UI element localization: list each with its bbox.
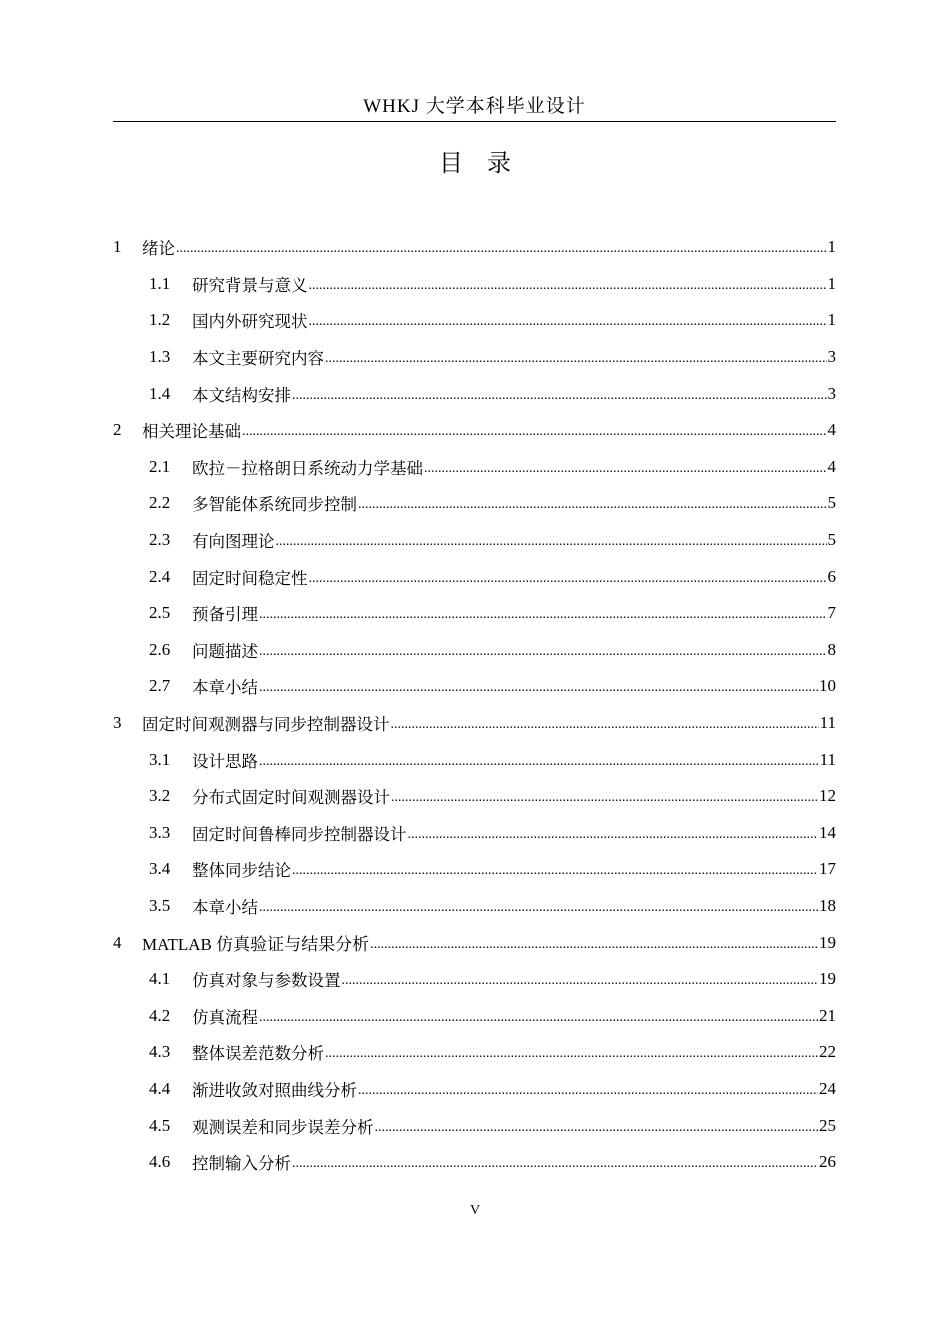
toc-dot-leader [259,754,819,770]
toc-entry-page: 3 [827,383,836,403]
toc-entry-page: 10 [819,676,836,696]
toc-dot-leader [259,680,818,696]
toc-entry-label: 设计思路 [192,751,258,771]
toc-dot-leader [309,571,827,587]
toc-entry-number: 1.3 [149,347,171,367]
toc-entry[interactable] [113,632,836,669]
toc-dot-leader [325,351,827,367]
toc-entry[interactable] [113,815,836,852]
toc-entry[interactable] [113,1144,836,1181]
toc-entry[interactable] [113,266,836,303]
toc-entry-label: 绪论 [142,239,175,259]
toc-entry-page: 4 [827,420,836,440]
toc-entry-page: 12 [819,786,836,806]
toc-entry-page: 24 [819,1078,836,1098]
toc-entry[interactable] [113,375,836,412]
toc-entry-page: 8 [827,639,836,659]
toc-dot-leader [292,388,827,404]
toc-entry-label: 本章小结 [192,678,258,698]
toc-entry-number: 4.6 [149,1152,171,1172]
toc-entry[interactable] [113,1034,836,1071]
toc-dot-leader [391,717,819,733]
toc-dot-leader [325,1046,818,1062]
toc-entry-number: 2.7 [149,676,171,696]
toc-entry-label: 固定时间鲁棒同步控制器设计 [192,824,407,844]
toc-dot-leader [292,863,818,879]
toc-entry[interactable] [113,485,836,522]
toc-entry-page: 19 [819,969,836,989]
toc-entry[interactable] [113,302,836,339]
toc-entry-number: 4.5 [149,1115,171,1135]
toc-entry-label: 研究背景与意义 [192,275,308,295]
toc-entry-number: 1.1 [149,273,171,293]
toc-entry-page: 11 [819,713,836,733]
toc-entry-number: 4.3 [149,1042,171,1062]
toc-dot-leader [342,973,819,989]
toc-entry[interactable] [113,778,836,815]
header-rule [113,121,836,122]
toc-entry[interactable] [113,522,836,559]
toc-entry-number: 2.3 [149,530,171,550]
toc-entry-label: 国内外研究现状 [192,312,308,332]
toc-entry[interactable] [113,997,836,1034]
toc-entry-label: 有向图理论 [192,532,275,552]
toc-entry-label: 本章小结 [192,897,258,917]
toc-entry-label: 仿真对象与参数设置 [192,971,341,991]
toc-entry[interactable] [113,851,836,888]
toc-entry-label: 观测误差和同步误差分析 [192,1117,374,1137]
toc-entry-number: 2.4 [149,566,171,586]
toc-entry-label: 渐进收敛对照曲线分析 [192,1080,357,1100]
toc-entry[interactable] [113,924,836,961]
toc-entry-label: 固定时间稳定性 [192,568,308,588]
toc-entry[interactable] [113,668,836,705]
toc-entry-page: 26 [819,1152,836,1172]
toc-entry-label: MATLAB 仿真验证与结果分析 [142,935,370,955]
toc-entry-number: 3 [113,713,122,733]
toc-dot-leader [276,534,827,550]
toc-entry-label: 多智能体系统同步控制 [192,495,357,515]
toc-entry-page: 5 [827,493,836,513]
toc-entry-page: 3 [827,347,836,367]
toc-entry-label: 相关理论基础 [142,422,241,442]
toc-entry-label: 整体误差范数分析 [192,1044,324,1064]
toc-dot-leader [242,424,827,440]
toc-entry-page: 7 [827,603,836,623]
toc-entry-page: 11 [819,749,836,769]
toc-dot-leader [358,1083,818,1099]
toc-dot-leader [176,241,827,257]
toc-entry-number: 4.2 [149,1005,171,1025]
toc-entry[interactable] [113,449,836,486]
toc-entry[interactable] [113,558,836,595]
toc-entry-label: 整体同步结论 [192,861,291,881]
toc-entry-number: 3.3 [149,822,171,842]
toc-entry-label: 仿真流程 [192,1007,258,1027]
toc-dot-leader [424,461,827,477]
toc-dot-leader [370,937,818,953]
toc-entry-number: 1.2 [149,310,171,330]
toc-entry-number: 4.1 [149,969,171,989]
toc-entry[interactable] [113,595,836,632]
toc-entry[interactable] [113,1071,836,1108]
toc-entry[interactable] [113,961,836,998]
toc-entry[interactable] [113,888,836,925]
toc-dot-leader [309,278,827,294]
toc-entry-number: 1 [113,237,122,257]
toc-entry-number: 2.6 [149,639,171,659]
toc-dot-leader [259,900,818,916]
toc-entry-label: 固定时间观测器与同步控制器设计 [142,715,390,735]
toc-entry-page: 17 [819,859,836,879]
toc-entry-page: 4 [827,456,836,476]
toc-entry-label: 问题描述 [192,641,258,661]
toc-entry-label: 分布式固定时间观测器设计 [192,788,390,808]
page-number: V [469,1203,481,1218]
toc-entry[interactable] [113,705,836,742]
toc-entry-label: 预备引理 [192,605,258,625]
toc-entry-page: 5 [827,530,836,550]
toc-entry-number: 1.4 [149,383,171,403]
toc-entry-number: 4.4 [149,1078,171,1098]
toc-dot-leader [259,1010,818,1026]
toc-entry-number: 2.1 [149,456,171,476]
toc-dot-leader [259,644,827,660]
toc-entry-page: 14 [819,822,836,842]
toc-dot-leader [408,827,819,843]
toc-entry[interactable] [113,412,836,449]
toc-entry-number: 2 [113,420,122,440]
toc-dot-leader [391,790,818,806]
toc-entry-label: 欧拉－拉格朗日系统动力学基础 [192,458,423,478]
toc-entry[interactable] [113,339,836,376]
toc-entry-label: 控制输入分析 [192,1154,291,1174]
toc-entry-number: 3.5 [149,895,171,915]
toc-entry-number: 4 [113,932,122,952]
toc-entry-number: 2.2 [149,493,171,513]
page-header: WHKJ 大学本科毕业设计 [363,96,586,117]
toc-entry-number: 3.2 [149,786,171,806]
toc-title: 目 录 [439,149,511,177]
toc-entry-page: 1 [827,273,836,293]
toc-entry-page: 1 [827,237,836,257]
toc-dot-leader [292,1156,818,1172]
toc-entry-number: 2.5 [149,603,171,623]
table-of-contents [113,229,836,1180]
toc-dot-leader [375,1120,819,1136]
toc-dot-leader [309,314,827,330]
toc-entry[interactable] [113,1107,836,1144]
toc-entry[interactable] [113,741,836,778]
toc-entry-number: 3.1 [149,749,171,769]
toc-dot-leader [358,497,827,513]
toc-entry-page: 19 [819,932,836,952]
toc-entry-page: 6 [827,566,836,586]
toc-entry-label: 本文结构安排 [192,385,291,405]
toc-entry-page: 1 [827,310,836,330]
toc-entry[interactable] [113,229,836,266]
toc-entry-page: 21 [819,1005,836,1025]
toc-entry-page: 18 [819,895,836,915]
toc-entry-label: 本文主要研究内容 [192,349,324,369]
toc-dot-leader [259,607,827,623]
toc-entry-number: 3.4 [149,859,171,879]
toc-entry-page: 22 [819,1042,836,1062]
toc-entry-page: 25 [819,1115,836,1135]
